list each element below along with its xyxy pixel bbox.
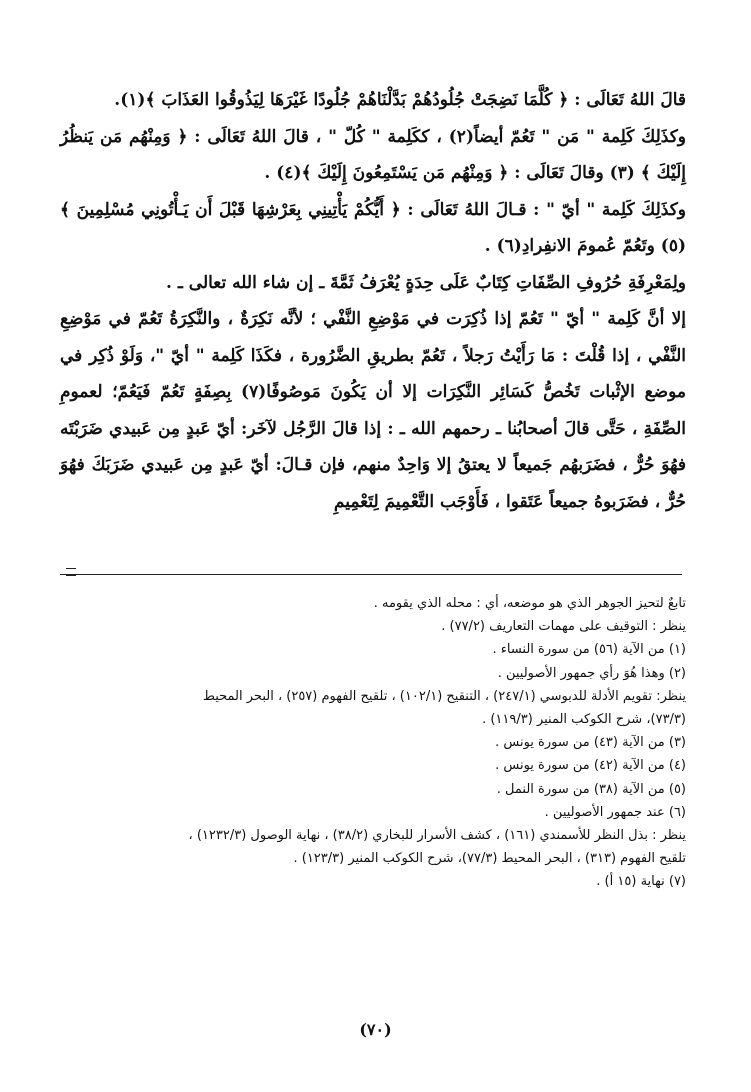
footnote-line: (١) من الآية (٥٦) من سورة النساء . [492, 642, 686, 658]
footnote-line: ينظر: تقويم الأدلة للدبوسي (٢٤٧/١) ، التنقيح (١٠٢/١) ، تلقيح الفهوم (٢٥٧) ، البحر المحيط [202, 688, 686, 704]
footnote-line: تابعٌ لتحيز الجوهر الذي هو موضعه، أي : محله الذي يقومه . [373, 596, 686, 611]
paragraph-ayy-negation: إلا أنَّ كَلِمة " أيّ " تَعُمّ إذا ذُكِرَت في مَوْضِعِ النَّفْي ؛ لأنَّه نَكِرَةٌ ، والنَّكِرَةُ تَعُمّ في مَوْضِعِ النَّفْي ، إذا قُلْتَ : مَا رَأَيْتُ رَجلاً ، تَعُمّ بطريقِ الضَّرُورة ، فكَذَا كَلِمة " أيّ "، وَلَوْ ذُكِر في موضع الإثْبات تَخُصُّ كَسَائِر النَّكِرَات إلا أن يَكُونَ مَوصُوفًا(٧) بِصِفَةٍ تَعُمّ فَيَعُمّ؛ لعمومِ الصِّفَةِ ، حَتَّى قالَ أصحابُنا ـ رحمهم الله ـ : إذا قالَ الرَّجُل لآخَر: أيّ عَبدٍ مِن عَبيدي ضَرَبْتَه فهُوَ حُرٌّ ، فضَرَبهُم جَميعاً لا يعتقُ إلا وَاحِدٌ منهم، فإن قـالَ: أيّ عَبدٍ مِن عَبيدي ضَرَبَكَ فهُوَ حُرٌّ ، فضَرَبوهُ جميعاً عَتَقوا ، فَأَوْجَب التَّعْمِيمَ لِتَعْمِيمِ [60, 309, 686, 512]
footnote-line: ينظر : بذل النظر للأسمندي (١٦١) ، كشف الأسرار للبخاري (٣٨/٢) ، نهاية الوصول (١٢٣٢/٣) ، [188, 828, 686, 844]
paragraph-word-ayy: وكذَلِكَ كَلِمة " أيّ " : قـالَ اللهُ تَعَالَى : ﴿ أَيُّكُمْ يَأْتِينِي بِعَرْشِهَا قَبْلَ أَن يَـأْتُونِي مُسْلِمِينَ ﴾(٥) وتَعُمّ عُمومَ الانفِرادِ(٦) . [60, 199, 686, 256]
footnote-line: (٧٣/٣)، شرح الكوكب المنير (١١٩/٣) . [482, 712, 686, 728]
footnote-line: ينظر : التوقيف على مهمات التعاريف (٧٧/٢) . [441, 619, 686, 635]
page-number: (٧٠) [359, 1020, 392, 1039]
footnote-line: تلقيح الفهوم (٣١٣) ، البحر المحيط (٧٧/٣)، شرح الكوكب المنير (١٢٣/٣) . [293, 851, 686, 867]
footnotes [60, 592, 686, 894]
main-text [60, 82, 686, 520]
footnote-line: (٤) من الآية (٤٢) من سورة يونس . [495, 758, 686, 774]
paragraph-sifat-note: ولِمَعْرِفَةِ حُرُوفِ الصِّفَاتِ كِتَابٌ عَلَى حِدَةٍ يُعْرَفُ ثَمَّةَ ـ إن شاء الله تعالى ـ . [166, 272, 686, 293]
footnote-line: (٢) وهذا هُوَ رأي جمهور الأصوليين . [497, 665, 686, 681]
footnote-line: (٦) عند جمهور الأصوليين . [544, 804, 686, 820]
footnote-separator [60, 574, 682, 575]
footnote-line: (٧) نهاية (١٥ أ) . [596, 874, 686, 890]
paragraph-quran-verse-1: قالَ اللهُ تَعَالَى : ﴿ كُلَّمَا نَضِجَتْ جُلُودُهُمْ بَدَّلْنَاهُمْ جُلُودًا غَيْرَهَا لِيَذُوقُوا العَذَابَ ﴾(١). [114, 90, 686, 110]
paragraph-word-man: وكذَلِكَ كَلِمة " مَن " تَعُمّ أيضاً(٢) ، ككَلِمة " كُلّ " ، قالَ اللهُ تَعَالَى : ﴿ وَمِنْهُم مَن يَنظُرُ إِلَيْكَ ﴾ (٣) وقالَ تَعَالَى : ﴿ وَمِنْهُم مَن يَسْتَمِعُونَ إِلَيْكَ ﴾(٤) . [60, 126, 686, 183]
footnote-line: (٣) من الآية (٤٣) من سورة يونس . [495, 735, 686, 751]
footnote-line: (٥) من الآية (٣٨) من سورة النمل . [496, 781, 686, 797]
